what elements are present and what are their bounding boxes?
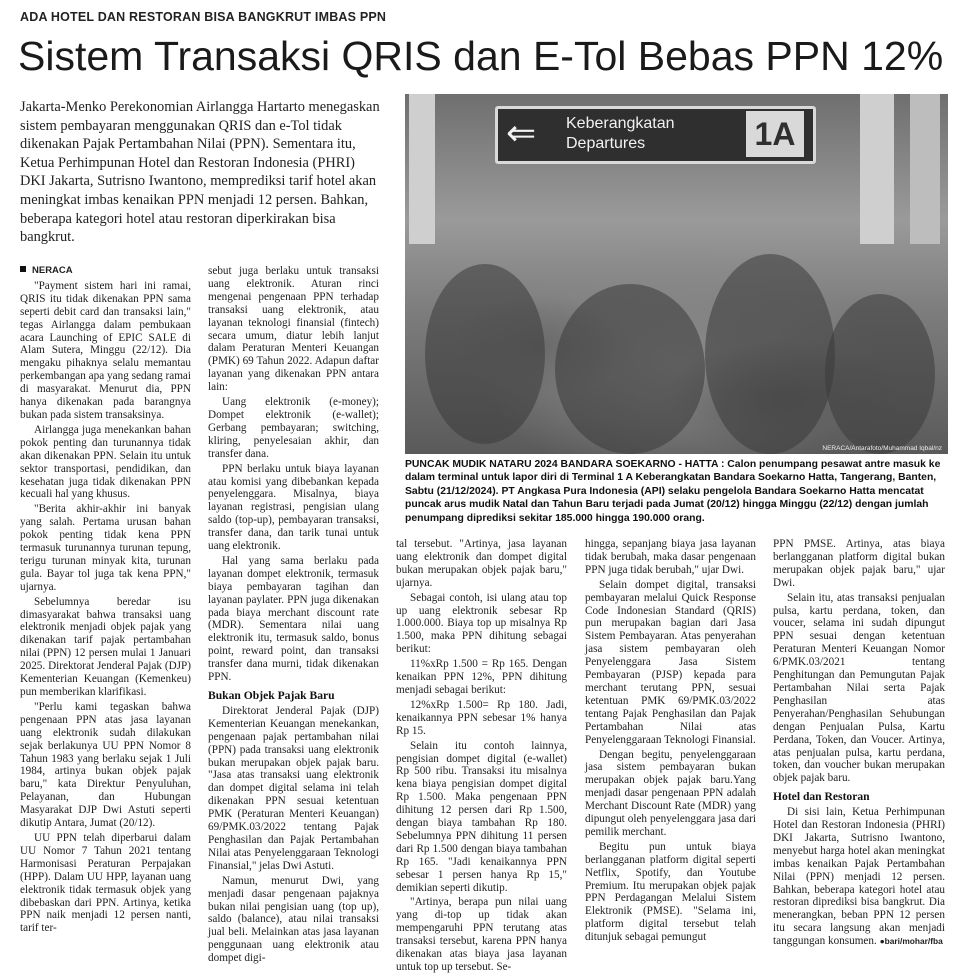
paragraph: Direktorat Jenderal Pajak (DJP) Kementerian Keuangan menekankan, pengenaan pajak pertambahan nilai (PPN) pada transaksi uang elektronik bukan merupakan objek pajak baru. "Jasa atas transaksi uang elektronik dan dompet digital selama ini telah dikenakan PPN sesuai ketentuan PMK (Peraturan Menteri Keuangan) 69/PMK.03/2022 tentang Pajak Penghasilan dan Pajak Pertambahan Nilai atas Penyelenggaraan Teknologi Finansial," jelas Dwi Astuti. — [208, 704, 379, 872]
paragraph: 11%xRp 1.500 = Rp 165. Dengan kenaikan PPN 12%, PPN dihitung menjadi sebagai berikut: — [396, 658, 567, 696]
paragraph: Airlangga juga menekankan bahan pokok penting dan turunannya tidak akan dikenakan PPN. Selain itu untuk sektor transportasi, pendidikan, dan kesehatan juga tidak dikenakan PPN kecuali hal yang khusus. — [20, 423, 191, 501]
paragraph: PPN PMSE. Artinya, atas biaya berlangganan platform digital bukan merupakan objek pajak baru," ujar Dwi. — [773, 538, 945, 589]
article-column-1 — [20, 265, 191, 937]
byline-square-icon — [20, 266, 26, 272]
paragraph: sebut juga berlaku untuk transaksi uang elektronik. Aturan rinci mengenai pengenaan PPN terhadap transaksi uang elektronik, atau layanan teknologi finansial (fintech) secara umum, diatur lebih lanjut dalam Peraturan Menteri Keuangan (PMK) 69 Tahun 2022. Adapun daftar layanan yang dikenakan PPN antara lain: — [208, 265, 379, 394]
photo-credit: NERACA/Antarafoto/Muhammad Iqbal/nz — [822, 445, 942, 452]
sign-label-en: Departures — [566, 135, 646, 152]
paragraph: Hal yang sama berlaku pada layanan dompet elektronik, termasuk biaya pembayaran tagihan dan layanan paylater. PPN juga dikenakan pada biaya merchant discount rate (MDR). Sementara nilai uang elektronik itu, termasuk saldo, bonus point, reward point, dan transaksi transfer dana murni, tidak dikenakan PPN. — [208, 554, 379, 684]
sign-label-id: Keberangkatan — [566, 115, 675, 132]
paragraph: 12%xRp 1.500= Rp 180. Jadi, kenaikannya PPN sebesar 1% hanya Rp 15. — [396, 698, 567, 737]
paragraph: Begitu pun untuk biaya berlangganan platform digital seperti Netflix, Spotify, dan Youtube Premium. Itu merupakan objek pajak PPN Perdagangan Melalui Sistem Elektronik (PMSE). "Selama ini, platform digital tersebut telah ditunjuk sebagai pemungut — [585, 840, 756, 944]
paragraph: PPN berlaku untuk biaya layanan atau komisi yang dibebankan kepada penyelenggara. Misalnya, biaya layanan registrasi, pengisian ulang saldo (top-up), pembayaran transaksi, transfer dana, dan tarik tunai untuk uang elektronik. — [208, 462, 379, 553]
article-column-5 — [773, 538, 945, 950]
left-arrow-icon: ⇐ — [506, 112, 537, 153]
paragraph: Di sisi lain, Ketua Perhimpunan Hotel dan Restoran Indonesia (PHRI) DKI Jakarta, Sutrisno Iwantono, menyebut harga hotel akan meningkat imbas kenaikan Pajak Pertambahan Nilai (PPN) menjadi 12 persen. Bahkan, beberapa kategori hotel atau restoran diprediksi bisa bangkrut. Dia menerangkan, beban PPN 12 persen itu secara langsung akan menjadi tanggungan konsumen. ●bari/mohar/fba — [773, 806, 945, 948]
paragraph: UU PPN telah diperbarui dalam UU Nomor 7 Tahun 2021 tentang Harmonisasi Peraturan Perpajakan (HPP). Dalam UU HPP, layanan uang elektronik tidak termasuk objek yang dibebaskan dari PPN. Artinya, ketika PPN naik menjadi 12 persen nanti, tarif ter- — [20, 831, 191, 935]
photo-crowd — [425, 264, 545, 444]
author-signature: ●bari/mohar/fba — [879, 936, 943, 947]
paragraph: Selain itu contoh lainnya, pengisian dompet digital (e-wallet) Rp 500 ribu. Transaksi itu misalnya kena biaya pengisian dompet digital Rp 1.500. Maka pengenaan PPN dihitung 12 persen dari Rp 1.500, dengan biaya tambahan Rp 180. Sebelumnya PPN dihitung 11 persen dari Rp 1.500 dengan biaya tambahan Rp 165. "Jadi kenaikannya PPN sebesar 1 persen hanya Rp 15," demikian seperti dikutip. — [396, 739, 567, 894]
photo-pillar — [409, 94, 435, 244]
paragraph: "Berita akhir-akhir ini banyak yang salah. Pertama urusan bahan pokok penting tidak kena PPN termasuk turunannya turunan tepung, terigu turunan minyak kita, turunan gula. Bayar tol juga tak kena PPN," ujarnya. — [20, 503, 191, 593]
paragraph: Selain dompet digital, transaksi pembayaran melalui Quick Response Code Indonesian Standard (QRIS) pun merupakan bagian dari Jasa Sistem Pembayaran. Atas penyerahan jasa sistem pembayaran oleh Penyelenggara Jasa Sistem Pembayaran (PJSP) kepada para merchant terutang PPN, sesuai ketentuan PMK 69/PMK.03/2022 tentang Pajak Penghasilan dan Pajak Pertambahan Nilai atas Penyelenggaraan Teknologi Finansial. — [585, 578, 756, 746]
departure-sign — [495, 106, 816, 164]
paragraph: Dengan begitu, penyelenggaraan jasa sistem pembayaran bukan merupakan objek pajak baru.Yang menjadi dasar pengenaan PPN adalah Merchant Discount Rate (MDR) yang dipungut oleh penyelenggara jasa dari pemilik merchant. — [585, 748, 756, 838]
article-column-4 — [585, 538, 756, 946]
paragraph: Uang elektronik (e-money); Dompet elektronik (e-wallet); Gerbang pembayaran; switching, kliring, penyelesaian akhir, dan transfer dana. — [208, 396, 379, 460]
paragraph: "Perlu kami tegaskan bahwa pengenaan PPN atas jasa layanan uang elektronik sudah dilakukan sejak berlakunya UU PPN Nomor 8 Tahun 1983 yang berlaku sejak 1 Juli 1984, artinya bukan objek pajak baru," kata Direktur Penyuluhan, Pelayanan, dan Hubungan Masyarakat DJP Dwi Astuti seperti dikutip Antara, Jumat (20/12). — [20, 700, 191, 830]
photo-pillar — [860, 94, 894, 244]
paragraph: "Artinya, berapa pun nilai uang yang di-top up tidak akan mempengaruhi PPN terutang atas transaksi tersebut, karena PPN hanya dikenakan atas biaya jasa layanan untuk top up tersebut. Se- — [396, 896, 567, 973]
paragraph: Sebagai contoh, isi ulang atau top up uang elektronik sebesar Rp 1.000.000. Biaya top up misalnya Rp 1.500, maka PPN dihitung sebagai berikut: — [396, 591, 567, 656]
paragraph: Selain itu, atas transaksi penjualan pulsa, kartu perdana, token, dan voucer, selama ini sudah dipungut PPN sesuai dengan ketentuan Peraturan Menteri Keuangan Nomor 6/PMK.03/2021 tentang Penghitungan dan Pemungutan Pajak Pertambahan Nilai serta Pajak Penghasilan atas Penyerahan/Penghasilan Sehubungan dengan Penjualan Pulsa, Kartu Perdana, Token, dan Voucer. Artinya, atas penjualan pulsa, kartu perdana, token, dan voucher bukan merupakan objek pajak baru. — [773, 591, 945, 785]
paragraph: "Payment sistem hari ini ramai, QRIS itu tidak dikenakan PPN sama seperti debit card dan transaksi lain," tegas Airlangga dalam pembukaan acara Launching of EPIC SALE di Alam Sutera, Minggu (22/12). Dia mengaku pihaknya selalu memantau perkembangan apa yang sedang ramai di masyarakat. Menurut dia, PPN hanya dikenakan pada barangnya bukan pada sistem transaksinya. — [20, 279, 191, 421]
lead-paragraph: Jakarta-Menko Perekonomian Airlangga Hartarto menegaskan sistem pembayaran menggunakan QRIS dan e-Tol tidak dikenakan Pajak Pertambahan Nilai (PPN). Sementara itu, Ketua Perhimpunan Hotel dan Restoran Indonesia (PHRI) DKI Jakarta, Sutrisno Iwantono, memprediksi tarif hotel akan meningkat imbas kenaikan PPN menjadi 12 persen. Bahkan, beberapa kategori hotel atau restoran diperkirakan bisa bangkrut. — [20, 99, 380, 246]
photo-crowd — [705, 254, 835, 454]
photo-crowd — [825, 294, 935, 454]
news-photo — [405, 94, 948, 454]
article-column-2 — [208, 265, 379, 967]
paragraph: Sebelumnya beredar isu dimasyarakat bahwa transaksi uang elektronik menjadi objek pajak yang dikenakan tarif pajak pertambahan nilai (PPN) 12 persen mulai 1 Januari 2025. Direktorat Jenderal Pajak (DJP) Kementerian Keuangan (Kemenkeu) pun memberikan klarifikasi. — [20, 595, 191, 698]
article-column-3 — [396, 538, 567, 976]
section-heading: Hotel dan Restoran — [773, 790, 870, 804]
photo-crowd — [555, 284, 705, 454]
section-heading: Bukan Objek Pajak Baru — [208, 689, 335, 702]
paragraph: tal tersebut. "Artinya, jasa layanan uang elektronik dan dompet digital bukan merupakan objek pajak baru," ujarnya. — [396, 538, 567, 589]
article-lead — [20, 98, 380, 247]
sign-gate: 1A — [746, 111, 804, 157]
article-headline: Sistem Transaksi QRIS dan E-Tol Bebas PPN 12% — [18, 33, 944, 79]
paragraph: Namun, menurut Dwi, yang menjadi dasar pengenaan pajaknya bukan nilai pengisian uang (top up), saldo (balance), atau nilai transaksi jual beli. Melainkan atas jasa layanan penggunaan uang elektronik atau dompet digi- — [208, 874, 379, 965]
photo-pillar — [910, 94, 940, 244]
article-kicker: ADA HOTEL DAN RESTORAN BISA BANGKRUT IMBAS PPN — [20, 10, 387, 24]
paragraph: hingga, sepanjang biaya jasa layanan tidak berubah, maka dasar pengenaan PPN juga tidak berubah," ujar Dwi. — [585, 538, 756, 576]
byline: NERACA — [20, 265, 191, 278]
photo-caption: PUNCAK MUDIK NATARU 2024 BANDARA SOEKARNO - HATTA : Calon penumpang pesawat antre masuk ke dalam terminal untuk lapor diri di Terminal 1 A Keberangkatan Bandara Soekarno Hatta, Tangerang, Banten, Sabtu (21/12/2024). PT Angkasa Pura Indonesia (API) selaku pengelola Bandara Soekarno Hatta mencatat puncak arus mudik Natal dan Tahun Baru terjadi pada Jumat (20/12) hingga Minggu (22/12) dengan jumlah penumpang diprediksi sekitar 185.000 hingga 190.000 orang. — [405, 459, 941, 524]
